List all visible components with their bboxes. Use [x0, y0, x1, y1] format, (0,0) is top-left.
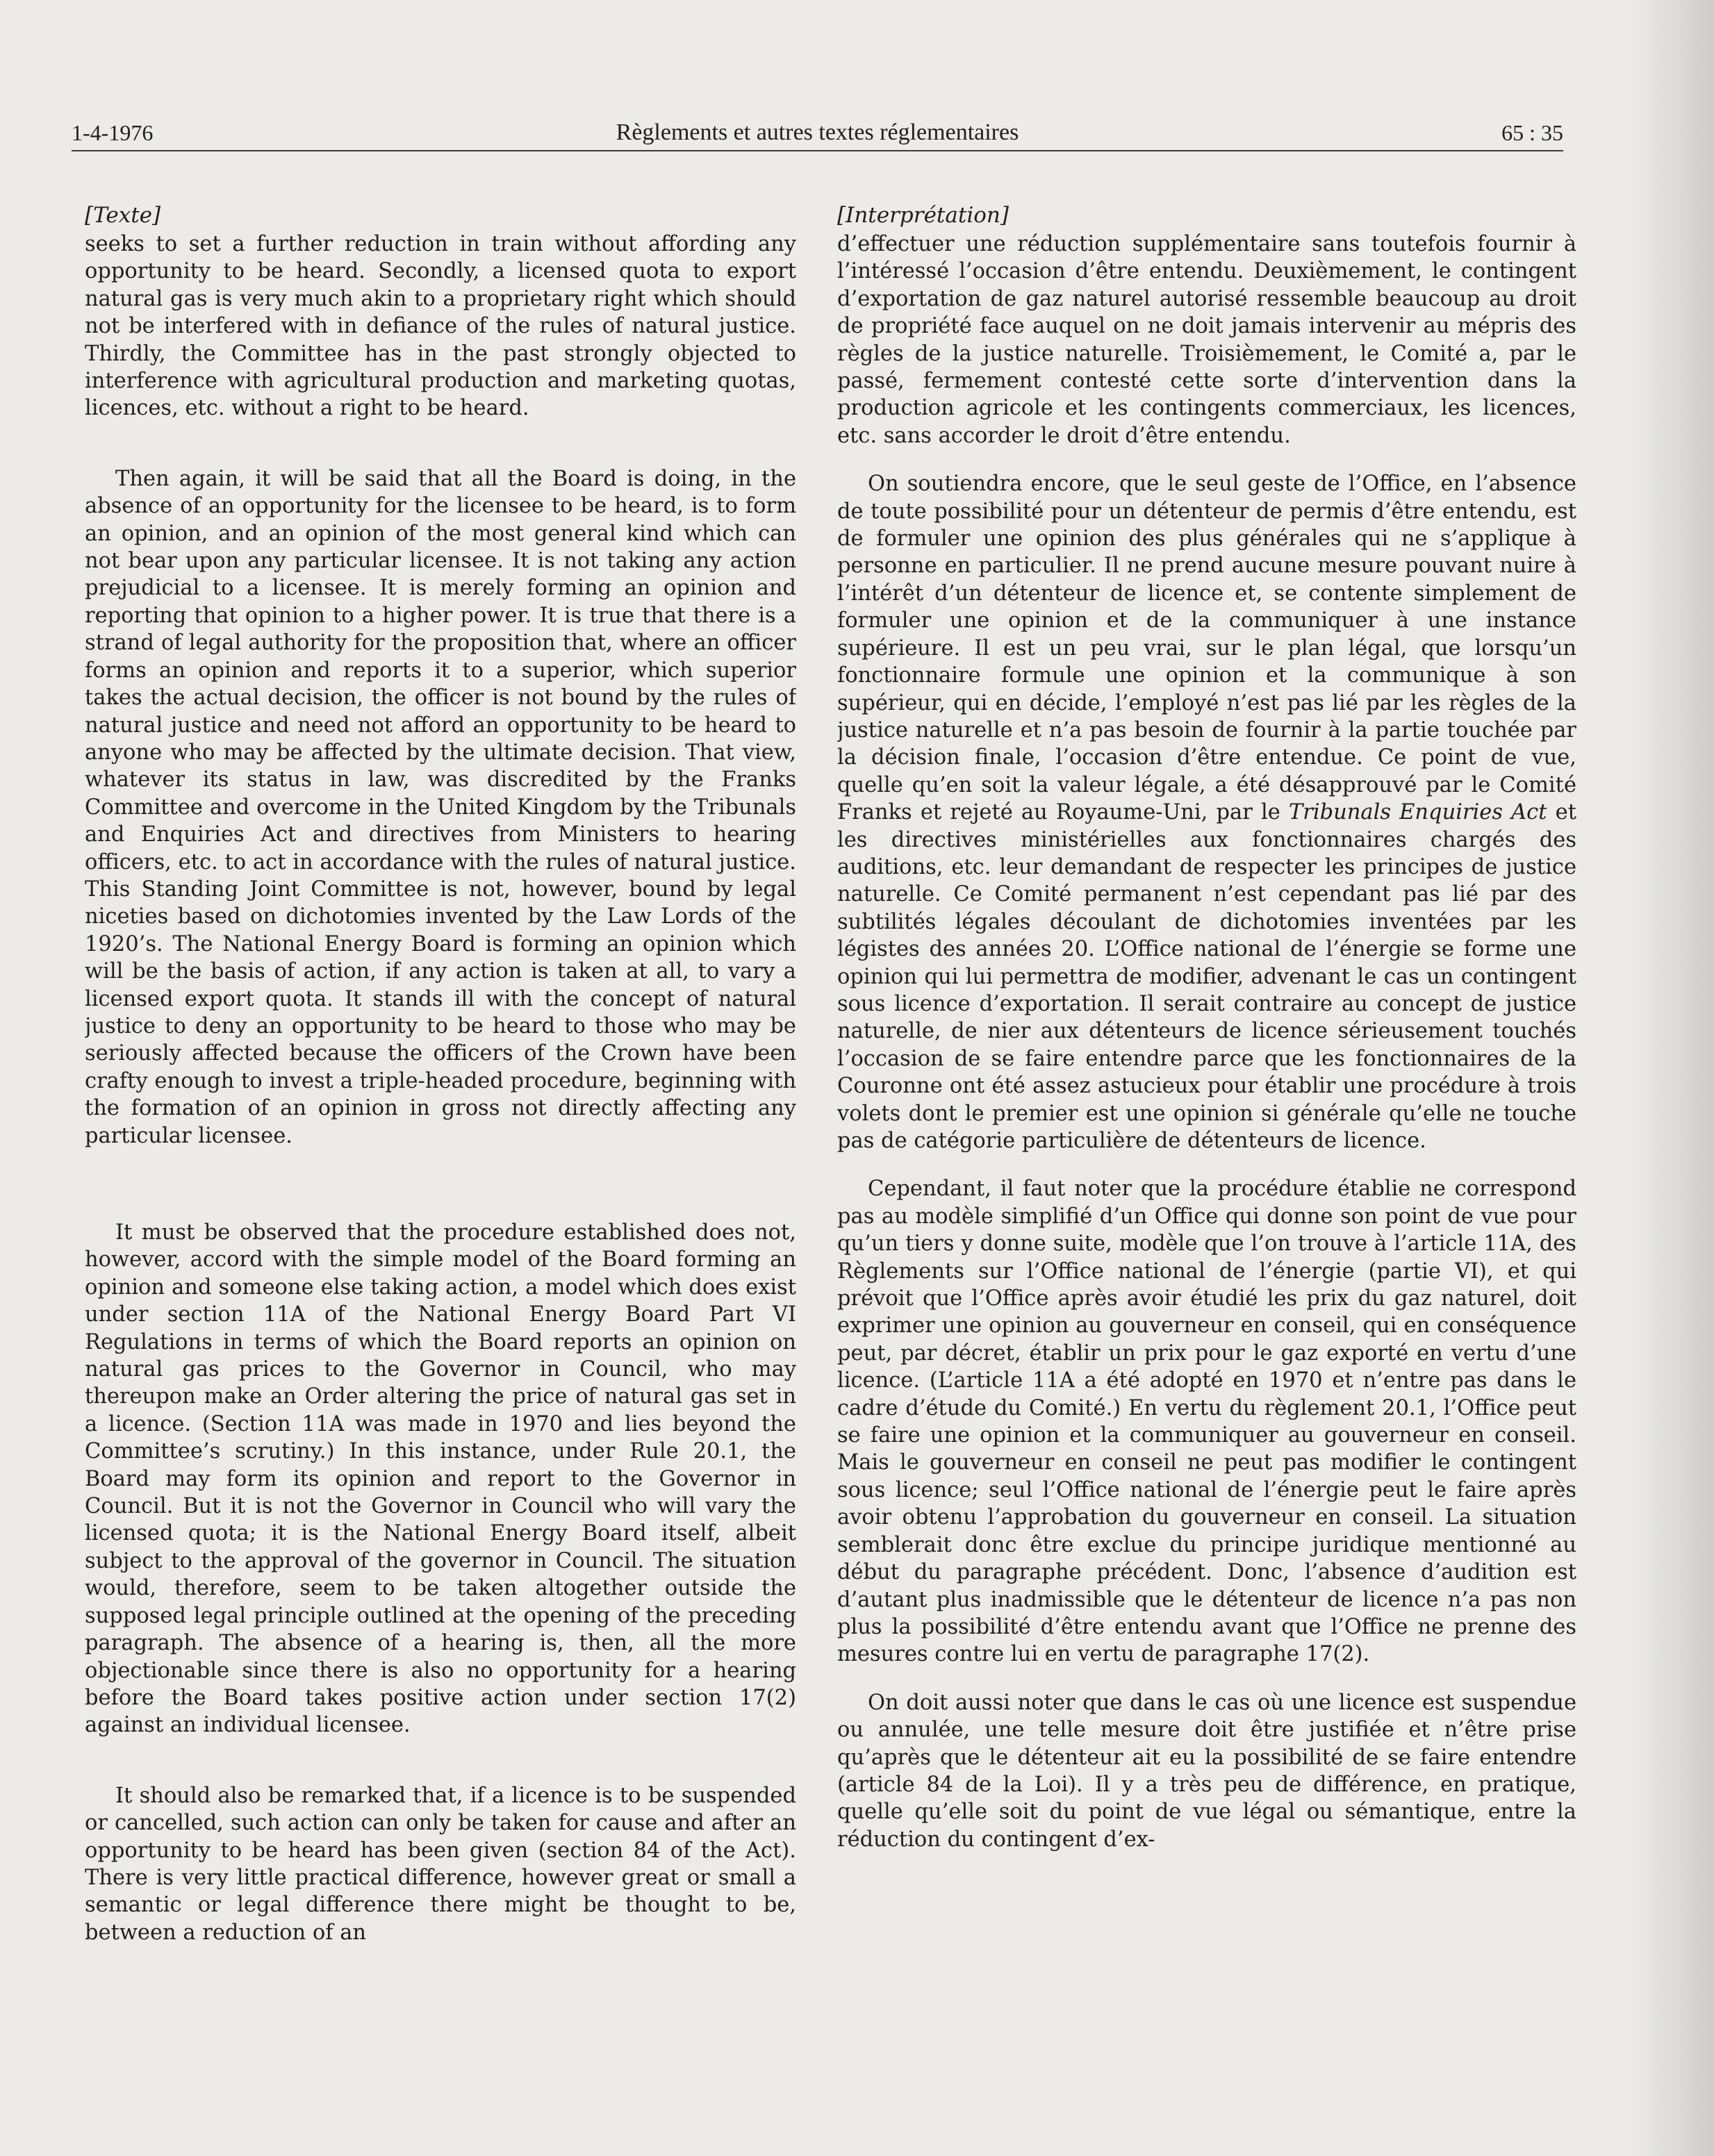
scan-edge-shadow [1631, 0, 1714, 2156]
right-paragraph-2 [837, 470, 1576, 1154]
right-paragraph-2-part-b: et les directives ministérielles aux fonctionnaires chargés des auditions, etc. leur demandant de respecter les principes de justice naturelle. Ce Comité permanent n’est cependant pas lié par des subtilités légales découlant de dichotomies inventées par les légistes des années 20. L’Office national de l’énergie se forme une opinion qui lui permettra de modifier, advenant le cas un contingent sous licence d’exportation. Il serait contraire au concept de justice naturelle, de nier aux détenteurs de licence sérieusement touchés l’occasion de se faire entendre parce que les fonctionnaires de la Couronne ont été assez astucieux pour établir une procédure à trois volets dont le premier est une opinion si générale qu’elle ne touche pas de catégorie particulière de détenteurs de licence. [837, 800, 1576, 1153]
header-page-number: 65 : 35 [1501, 120, 1563, 145]
left-paragraph-2: Then again, it will be said that all the Board is doing, in the absence of an opportunity for the licensee to be heard, is to form an opinion, and an opinion of the most general kind which can not bear upon any particular licensee. It is not taking any action prejudicial to a licensee. It is merely forming an opinion and reporting that opinion to a higher power. It is true that there is a strand of legal authority for the proposition that, where an officer forms an opinion and reports it to a superior, which superior takes the actual decision, the officer is not bound by the rules of natural justice and need not afford an opportunity to be heard to anyone who may be affected by the ultimate decision. That view, whatever its status in law, was discredited by the Franks Committee and overcome in the United Kingdom by the Tribunals and Enquiries Act and directives from Ministers to hearing officers, etc. to act in accordance with the rules of natural justice. This Standing Joint Committee is not, however, bound by legal niceties based on dichotomies invented by the Law Lords of the 1920’s. The National Energy Board is forming an opinion which will be the basis of action, if any action is taken at all, to vary a licensed export quota. It stands ill with the concept of natural justice to deny an opportunity to be heard to those who may be seriously affected because the officers of the Crown have been crafty enough to invest a triple-headed procedure, beginning with the formation of an opinion in gross not directly affecting any particular licensee. [85, 466, 796, 1148]
right-paragraph-2-act-title: Tribunals Enquiries Act [1288, 800, 1547, 825]
right-paragraph-3: Cependant, il faut noter que la procédure établie ne correspond pas au modèle simplifié d’un Office qui donne son point de vue pour qu’un tiers y donne suite, modèle que l’on trouve à l’article 11A, des Règlements sur l’Office national de l’énergie (partie VI), et qui prévoit que l’Office après avoir étudié les prix du gaz naturel, doit exprimer une opinion au gouverneur en conseil, qui en conséquence peut, par décret, établir un prix pour le gaz exporté en vertu d’une licence. (L’article 11A a été adopté en 1970 et n’entre pas dans le cadre d’étude du Comité.) En vertu du règlement 20.1, l’Office peut se faire une opinion et la communiquer au gouverneur en conseil. Mais le gouverneur en conseil ne peut pas modifier le contingent sous licence; seul l’Office national de l’énergie peut le faire après avoir obtenu l’approbation du gouverneur en conseil. La situation semblerait donc être exclue du principe juridique mentionné au début du paragraphe précédent. Donc, l’absence d’audition est d’autant plus inadmissible que le détenteur de licence n’a pas non plus la possibilité d’être entendu avant que l’Office ne prenne des mesures contre lui en vertu de paragraphe 17(2). [837, 1177, 1576, 1667]
page-header [72, 111, 1563, 151]
header-date: 1-4-1976 [72, 120, 154, 145]
left-column-english [85, 201, 796, 2077]
left-column-label: [Texte] [85, 203, 161, 228]
right-column-label: [Interprétation] [837, 203, 1009, 228]
right-paragraph-2-part-a: On soutiendra encore, que le seul geste de l’Office, en l’absence de toute possibilité pour un détenteur de permis d’être entendu, est de formuler une opinion des plus générales qui ne s’applique à personne en particulier. Il ne prend aucune mesure pouvant nuire à l’intérêt d’un détenteur de licence et, se contente simplement de formuler une opinion et de la communiquer à une instance supérieure. Il est un peu vrai, sur le plan légal, que lorsqu’un fonctionnaire formule une opinion et la communique à son supérieur, qui en décide, l’employé n’est pas lié par les règles de la justice naturelle et n’a pas besoin de fournir à la partie touchée par la décision finale, l’occasion d’être entendue. Ce point de vue, quelle qu’en soit la valeur légale, a été désapprouvé par le Comité Franks et rejeté au Royaume-Uni, par le [837, 472, 1576, 825]
left-paragraph-4: It should also be remarked that, if a licence is to be suspended or cancelled, such action can only be taken for cause and after an opportunity to be heard has been given (section 84 of the Act). There is very little practical difference, however great or small a semantic or legal difference there might be thought to be, between a reduction of an [85, 1783, 796, 1945]
right-paragraph-1: d’effectuer une réduction supplémentaire sans toutefois fournir à l’intéressé l’occasion d’être entendu. Deuxièmement, le contingent d’exportation de gaz naturel autorisé ressemble beaucoup au droit de propriété face auquel on ne doit jamais intervenir au mépris des règles de la justice naturelle. Troisièmement, le Comité a, par le passé, fermement contesté cette sorte d’intervention dans la production agricole et les contingents commerciaux, les licences, etc. sans accorder le droit d’être entendu. [837, 232, 1576, 448]
left-paragraph-1: seeks to set a further reduction in train without affording any opportunity to be heard. Secondly, a licensed quota to export natural gas is very much akin to a proprietary right which should not be interfered with in defiance of the rules of natural justice. Thirdly, the Committee has in the past strongly objected to interference with agricultural production and marketing quotas, licences, etc. without a right to be heard. [85, 232, 796, 421]
right-paragraph-4: On doit aussi noter que dans le cas où une licence est suspendue ou annulée, une telle mesure doit être justifiée et n’être prise qu’après que le détenteur ait eu la possibilité de se faire entendre (article 84 de la Loi). Il y a très peu de différence, en pratique, quelle qu’elle soit du point de vue légal ou sémantique, entre la réduction du contingent d’ex- [837, 1690, 1576, 1852]
right-column-french [837, 201, 1576, 2077]
header-title: Règlements et autres textes réglementaires [616, 119, 1019, 145]
left-paragraph-3: It must be observed that the procedure established does not, however, accord with the simple model of the Board forming an opinion and someone else taking action, a model which does exist under section 11A of the National Energy Board Part VI Regulations in terms of which the Board reports an opinion on natural gas prices to the Governor in Council, who may thereupon make an Order altering the price of natural gas set in a licence. (Section 11A was made in 1970 and lies beyond the Committee’s scrutiny.) In this instance, under Rule 20.1, the Board may form its opinion and report to the Governor in Council. But it is not the Governor in Council who will vary the licensed quota; it is the National Energy Board itself, albeit subject to the approval of the governor in Council. The situation would, therefore, seem to be taken altogether outside the supposed legal principle outlined at the opening of the preceding paragraph. The absence of a hearing is, then, all the more objectionable since there is also no opportunity for a hearing before the Board takes positive action under section 17(2) against an individual licensee. [85, 1220, 796, 1738]
